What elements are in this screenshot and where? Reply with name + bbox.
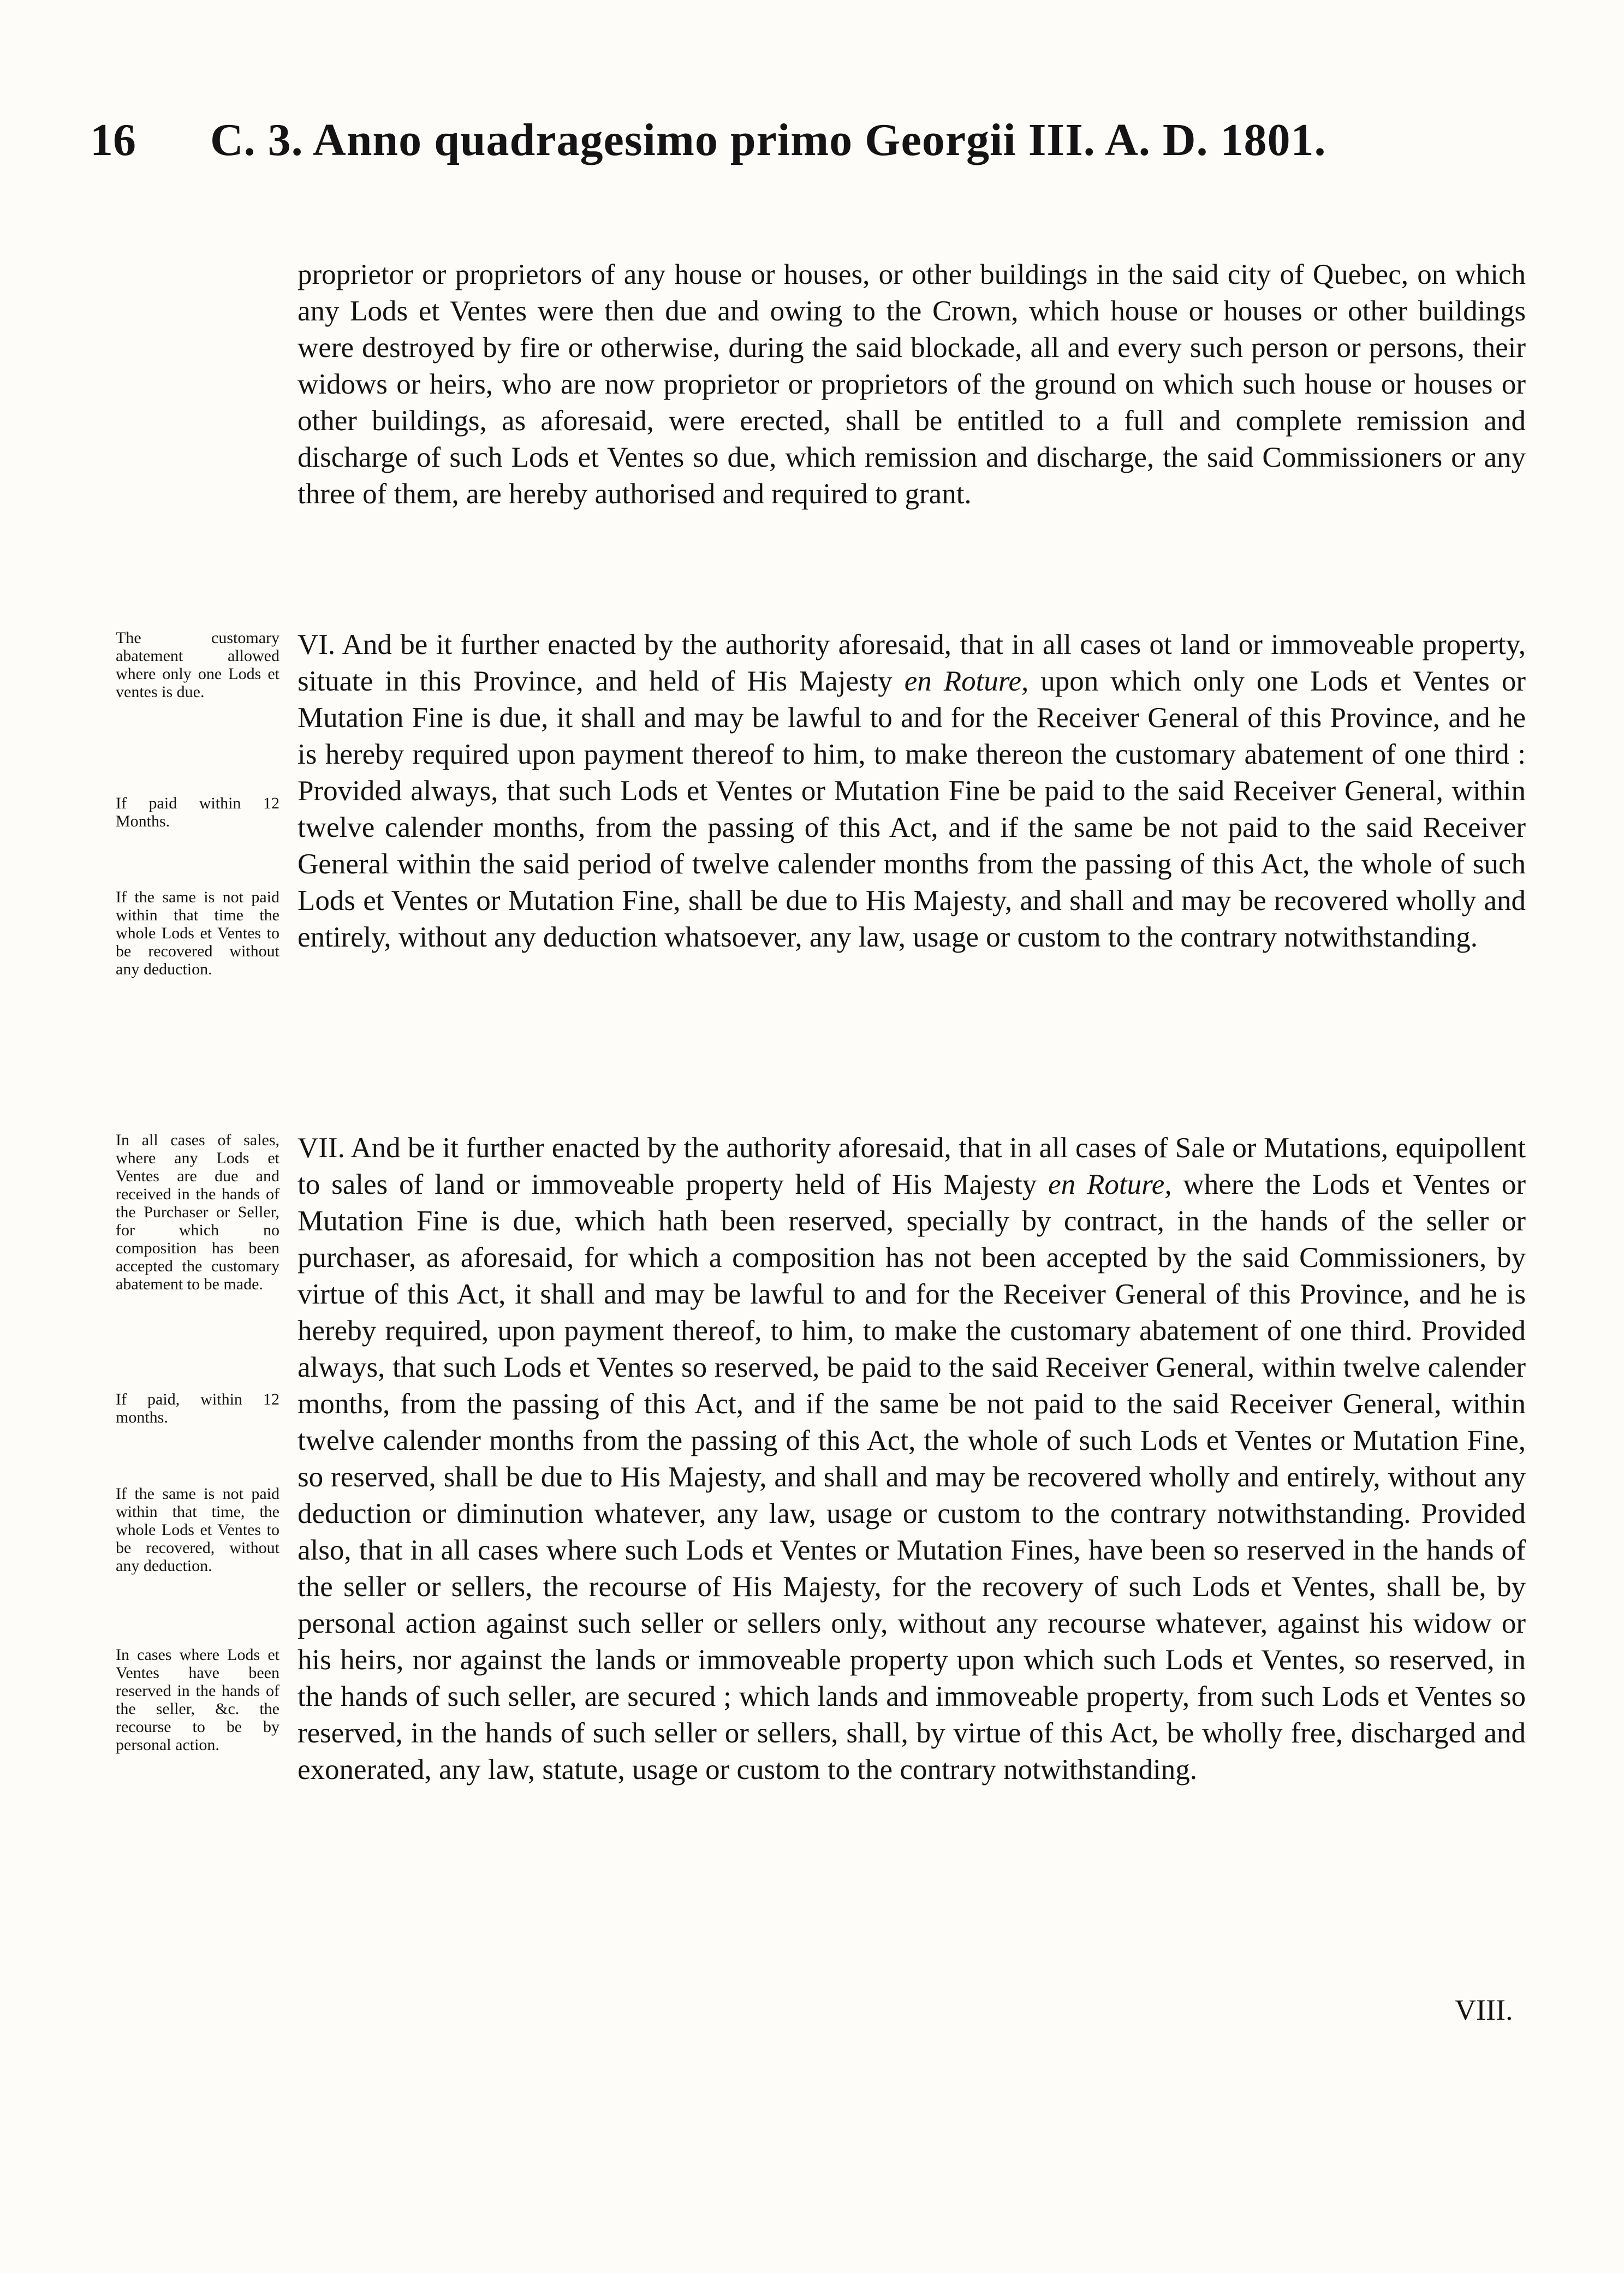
page-number: 16 [90,115,136,165]
section-vi-italic: en Roture, [904,665,1029,697]
paragraph-intro: proprietor or proprietors of any house or houses, or other buildings in the said city of Quebec, on which any Lods et Ventes were then due and owing to the Crown, which house or houses or other buildings were destroyed by fire or otherwise, during the said blockade, all and every such person or persons, their widows or heirs, who are now proprietor or proprietors of the ground on which such house or houses or other buildings, as aforesaid, were erected, shall be entitled to a full and complete remission and discharge of such Lods et Ventes so due, which remission and discharge, the said Commissioners or any three of them, are hereby authorised and required to grant. [298,259,1526,510]
section-vi-text: VI. And be it further enacted by the authority aforesaid, that in all cases ot land or immoveable property, situate in this Province, and held of His Majesty [298,629,1526,697]
running-head [0,117,1624,177]
section-vii-italic: en Roture, [1048,1169,1172,1200]
section-vii [298,1130,1526,1788]
running-title: C. 3. Anno quadragesimo primo Georgii III. A. D. 1801. [210,115,1326,165]
margin-note: The customary abatement allowed where only one Lods et ventes is due. [116,629,279,701]
margin-note: If the same is not paid within that time, the whole Lods et Ventes to be recovered, without any deduction. [116,1485,279,1575]
margin-note: In all cases of sales, where any Lods et Ventes are due and received in the hands of the Purchaser or Seller, for which no composition has been accepted the customary abatement to be made. [116,1131,279,1293]
margin-note: If the same is not paid within that time the whole Lods et Ventes to be recovered without any deduction. [116,888,279,978]
section-vi-text-cont: upon which only one Lods et Ventes or Mutation Fine is due, it shall and may be lawful to and for the Receiver General of this Province, and he is hereby required upon payment thereof to him, to make thereon the customary abatement of one third : Provided always, that such Lods et Ventes or Mutation Fine be paid to the said Receiver General, within twelve calender months, from the passing of this Act, and if the same be not paid to the said Receiver General within the said period of twelve calender months from the passing of this Act, the whole of such Lods et Ventes or Mutation Fine, shall be due to His Majesty, and shall and may be recovered wholly and entirely, without any deduction whatsoever, any law, usage or custom to the contrary notwithstanding. [298,665,1526,953]
margin-note: If paid, within 12 months. [116,1390,279,1426]
section-vii-text-cont: where the Lods et Ventes or Mutation Fine is due, which hath been reserved, specially by contract, in the hands of the seller or purchaser, as aforesaid, for which a composition has not been accepted by the said Commissioners, by virtue of this Act, it shall and may be lawful to and for the Receiver General of this Province, and he is hereby required, upon payment thereof, to him, to make the customary abatement of one third. Provided always, that such Lods et Ventes so reserved, be paid to the said Receiver General, within twelve calender months, from the passing of this Act, and if the same be not paid to the said Receiver General, within twelve calender months from the passing of this Act, the whole of such Lods et Ventes or Mutation Fine, so reserved, shall be due to His Majesty, and shall and may be recovered wholly and entirely, without any deduction or diminution whatever, any law, usage or custom to the contrary notwithstanding. Provided also, that in all cases where such Lods et Ventes or Mutation Fines, have been so reserved in the hands of the seller or sellers, the recourse of His Majesty, for the recovery of such Lods et Ventes, shall be, by personal action against such seller or sellers only, without any recourse whatever, against his widow or his heirs, nor against the lands or immoveable property upon which such Lods et Ventes, so reserved, in the hands of such seller, are secured ; which lands and immoveable property, from such Lods et Ventes so reserved, in the hands of such seller or sellers, shall, by virtue of this Act, be wholly free, discharged and exonerated, any law, statute, usage or custom to the contrary notwithstanding. [298,1169,1526,1786]
margin-note: In cases where Lods et Ventes have been reserved in the hands of the seller, &c. the recourse to be by personal action. [116,1646,279,1754]
section-vii-text: VII. And be it further enacted by the authority aforesaid, that in all cases of Sale or Mutations, equipollent to sales of land or immoveable property held of His Majesty [298,1132,1526,1200]
section-vi [298,627,1526,956]
margin-note: If paid within 12 Months. [116,794,279,830]
catchword: VIII. [1455,1994,1513,2026]
